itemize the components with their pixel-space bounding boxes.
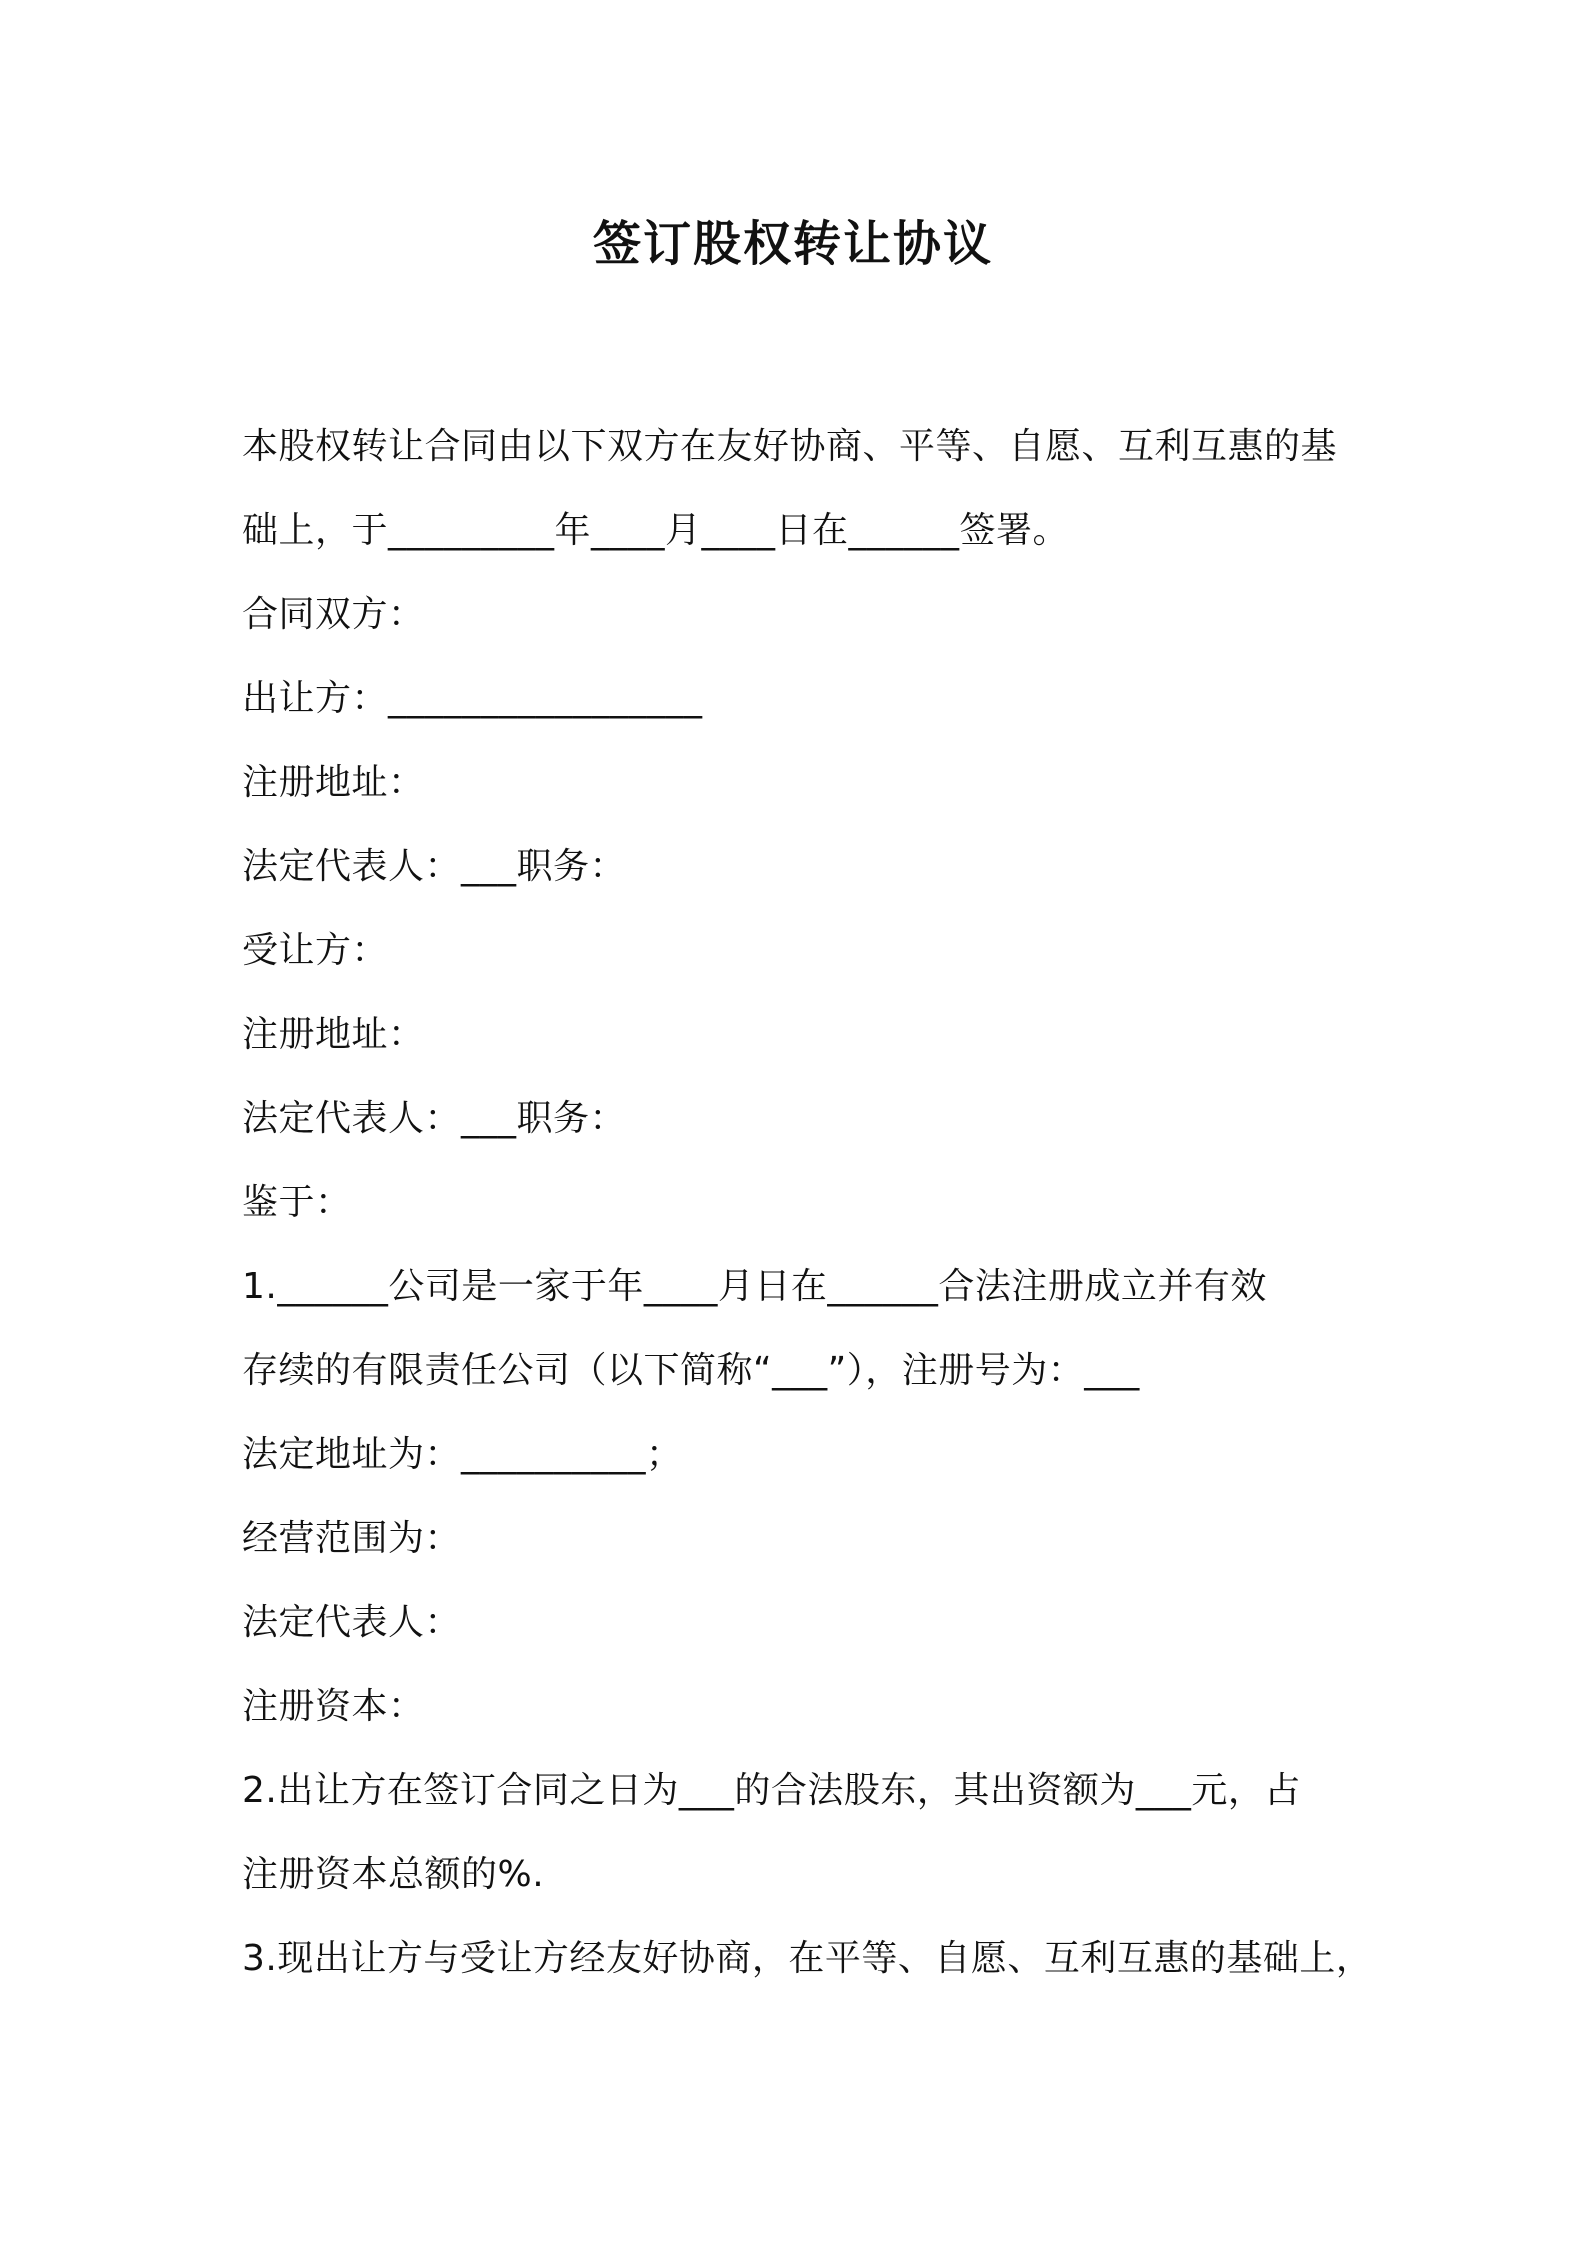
whereas-heading: 鉴于： bbox=[242, 1182, 352, 1223]
intro-line-2: 础上，于_________年____月____日在______签署。 bbox=[242, 510, 1070, 551]
business-scope-line: 经营范围为： bbox=[242, 1518, 462, 1559]
intro-line-1: 本股权转让合同由以下双方在友好协商、平等、自愿、互利互惠的基 bbox=[242, 426, 1338, 467]
document-body bbox=[242, 405, 1373, 2001]
transferee-representative-line: 法定代表人：___职务： bbox=[242, 1098, 627, 1139]
clause-1-line-2: 存续的有限责任公司（以下简称“___”），注册号为：___ bbox=[242, 1350, 1140, 1391]
legal-address-line: 法定地址为：__________； bbox=[242, 1434, 683, 1475]
clause-2-line-2: 注册资本总额的%. bbox=[242, 1854, 545, 1895]
company-representative-line: 法定代表人： bbox=[242, 1602, 462, 1643]
parties-heading: 合同双方： bbox=[242, 594, 425, 635]
transferor-address-line: 注册地址： bbox=[242, 762, 425, 803]
document-title: 签订股权转让协议 bbox=[592, 216, 993, 272]
transferor-representative-line: 法定代表人：___职务： bbox=[242, 846, 627, 887]
transferee-line: 受让方： bbox=[242, 930, 389, 971]
clause-3-line-1: 3.现出让方与受让方经友好协商，在平等、自愿、互利互惠的基础上， bbox=[242, 1938, 1373, 1979]
clause-2-line-1: 2.出让方在签订合同之日为___的合法股东，其出资额为___元，占 bbox=[242, 1770, 1301, 1811]
transferor-line: 出让方：_________________ bbox=[242, 678, 703, 719]
transferee-address-line: 注册地址： bbox=[242, 1014, 425, 1055]
clause-1-line-1: 1.______公司是一家于年____月日在______合法注册成立并有效 bbox=[242, 1266, 1267, 1307]
registered-capital-line: 注册资本： bbox=[242, 1686, 425, 1727]
